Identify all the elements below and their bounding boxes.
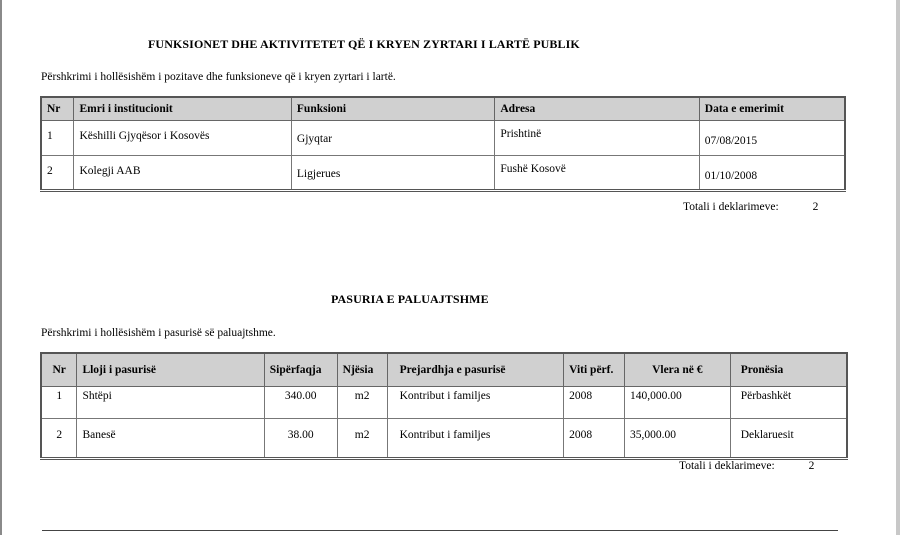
- cell-address: Fushë Kosovë: [495, 156, 699, 191]
- property-total: [679, 460, 814, 472]
- cell-year: 2008: [564, 419, 625, 459]
- cell-date: 07/08/2015: [699, 121, 845, 156]
- cell-institution: Këshilli Gjyqësor i Kosovës: [74, 121, 291, 156]
- col-header-origin: Prejardhja e pasurisë: [387, 353, 563, 387]
- total-value: 2: [812, 201, 819, 213]
- cell-value: 35,000.00: [624, 419, 730, 459]
- table-row: [41, 121, 845, 156]
- total-label: Totali i deklarimeve:: [679, 460, 775, 472]
- functions-section-title: FUNKSIONET DHE AKTIVITETET QË I KRYEN ZYRTARI I LARTË PUBLIK: [148, 37, 580, 51]
- col-header-function: Funksioni: [291, 97, 494, 121]
- table-row: [41, 156, 845, 191]
- cell-ownership: Deklaruesit: [730, 419, 847, 459]
- cell-function: Gjyqtar: [291, 121, 494, 156]
- functions-table: [40, 96, 846, 192]
- cell-area: 340.00: [264, 387, 337, 419]
- property-description: Përshkrimi i hollësishëm i pasurisë së paluajtshme.: [41, 327, 276, 339]
- functions-table-header: [41, 97, 845, 121]
- col-header-unit: Njësia: [337, 353, 387, 387]
- cell-year: 2008: [564, 387, 625, 419]
- cell-institution: Kolegji AAB: [74, 156, 291, 191]
- total-label: Totali i deklarimeve:: [683, 201, 779, 213]
- col-header-property-type: Lloji i pasurisë: [77, 353, 264, 387]
- col-header-year: Viti përf.: [564, 353, 625, 387]
- col-header-area: Sipërfaqja: [264, 353, 337, 387]
- property-section-title: PASURIA E PALUAJTSHME: [331, 292, 489, 306]
- col-header-institution: Emri i institucionit: [74, 97, 291, 121]
- col-header-ownership: Pronësia: [730, 353, 847, 387]
- functions-description: Përshkrimi i hollësishëm i pozitave dhe funksioneve që i kryen zyrtari i lartë.: [41, 71, 396, 83]
- cell-area: 38.00: [264, 419, 337, 459]
- col-header-nr: Nr: [41, 97, 74, 121]
- table-row: [41, 387, 847, 419]
- cell-nr: 1: [41, 121, 74, 156]
- cell-unit: m2: [337, 387, 387, 419]
- cell-property-type: Shtëpi: [77, 387, 264, 419]
- page-edge-left: [0, 0, 2, 535]
- table-row: [41, 419, 847, 459]
- page-scroll-edge: [896, 0, 900, 535]
- cell-nr: 1: [41, 387, 77, 419]
- property-table: [40, 352, 848, 460]
- col-header-value: Vlera në €: [624, 353, 730, 387]
- section-divider: [42, 530, 838, 531]
- property-table-header: [41, 353, 847, 387]
- cell-origin: Kontribut i familjes: [387, 387, 563, 419]
- functions-total: [683, 201, 818, 213]
- cell-unit: m2: [337, 419, 387, 459]
- total-value: 2: [808, 460, 815, 472]
- cell-function: Ligjerues: [291, 156, 494, 191]
- cell-nr: 2: [41, 419, 77, 459]
- col-header-address: Adresa: [495, 97, 699, 121]
- cell-address: Prishtinë: [495, 121, 699, 156]
- cell-origin: Kontribut i familjes: [387, 419, 563, 459]
- cell-value: 140,000.00: [624, 387, 730, 419]
- cell-ownership: Përbashkët: [730, 387, 847, 419]
- col-header-date: Data e emerimit: [699, 97, 845, 121]
- cell-date: 01/10/2008: [699, 156, 845, 191]
- col-header-nr: Nr: [41, 353, 77, 387]
- cell-nr: 2: [41, 156, 74, 191]
- cell-property-type: Banesë: [77, 419, 264, 459]
